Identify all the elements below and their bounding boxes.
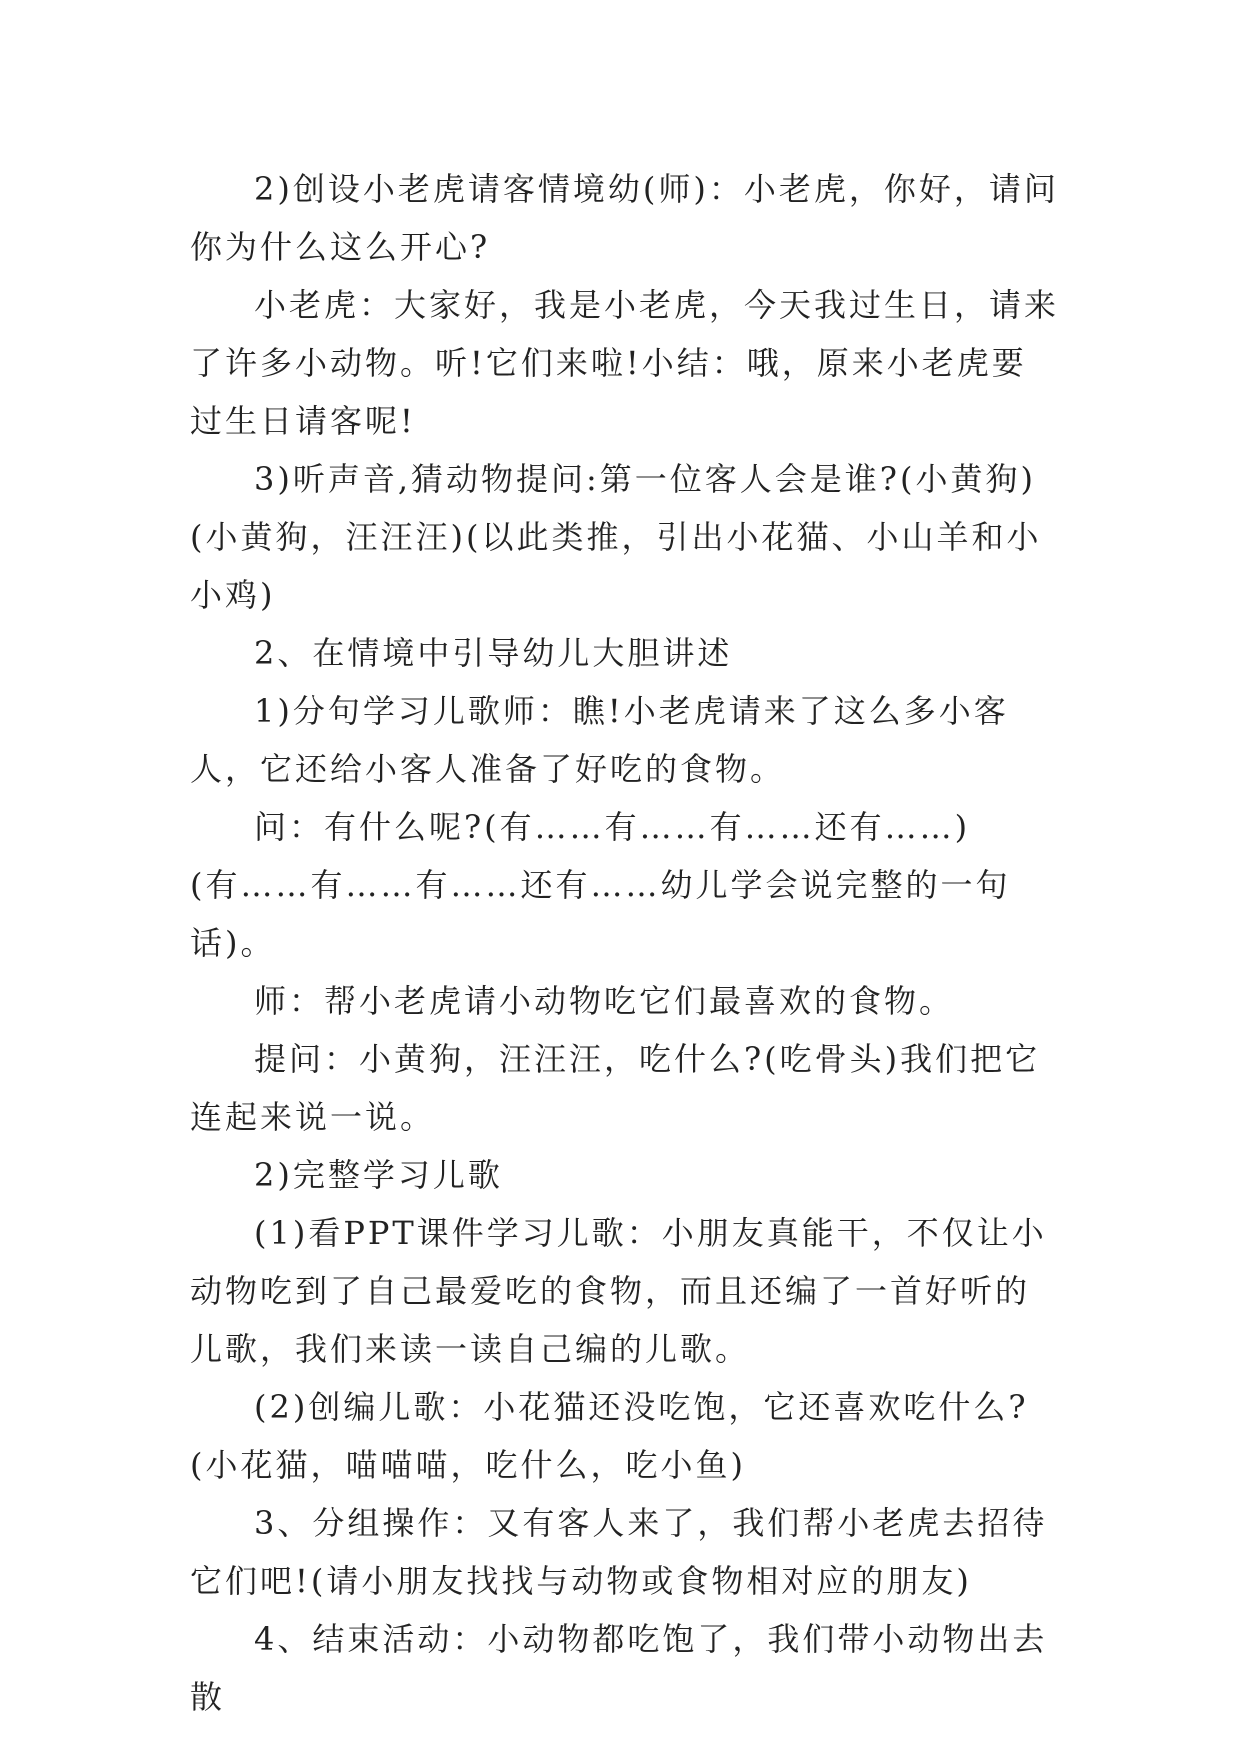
paragraph-9: 2)完整学习儿歌 (254, 1156, 503, 1194)
paragraph-4: 2、在情境中引导幼儿大胆讲述 (254, 634, 733, 672)
paragraph-13: 4、结束活动：小动物都吃饱了，我们带小动物出去散 (190, 1620, 1048, 1716)
paragraph-8: 提问：小黄狗，汪汪汪，吃什么?(吃骨头)我们把它连起来说一说。 (190, 1040, 1041, 1136)
paragraph-12: 3、分组操作：又有客人来了，我们帮小老虎去招待它们吧!(请小朋友找找与动物或食物相对应的朋友) (190, 1504, 1048, 1600)
paragraph-2: 小老虎：大家好，我是小老虎，今天我过生日，请来了许多小动物。听!它们来啦!小结：哦，原来小老虎要过生日请客呢! (190, 286, 1060, 440)
document-body (190, 160, 1060, 1726)
paragraph-11: (2)创编儿歌：小花猫还没吃饱，它还喜欢吃什么?(小花猫，喵喵喵，吃什么，吃小鱼) (190, 1388, 1029, 1484)
paragraph-5: 1)分句学习儿歌师：瞧!小老虎请来了这么多小客人，它还给小客人准备了好吃的食物。 (190, 692, 1009, 788)
paragraph-7: 师：帮小老虎请小动物吃它们最喜欢的食物。 (254, 982, 955, 1020)
paragraph-1: 2)创设小老虎请客情境幼(师)：小老虎，你好，请问你为什么这么开心? (190, 170, 1059, 266)
paragraph-6: 问：有什么呢?(有……有……有……还有……)(有……有……有……还有……幼儿学会说完整的一句话)。 (190, 808, 1011, 962)
paragraph-3: 3)听声音,猜动物提问:第一位客人会是谁?(小黄狗)(小黄狗，汪汪汪)(以此类推，引出小花猫、小山羊和小小鸡) (190, 460, 1042, 614)
paragraph-10: (1)看PPT课件学习儿歌：小朋友真能干，不仅让小动物吃到了自己最爱吃的食物，而且还编了一首好听的儿歌，我们来读一读自己编的儿歌。 (190, 1214, 1047, 1368)
